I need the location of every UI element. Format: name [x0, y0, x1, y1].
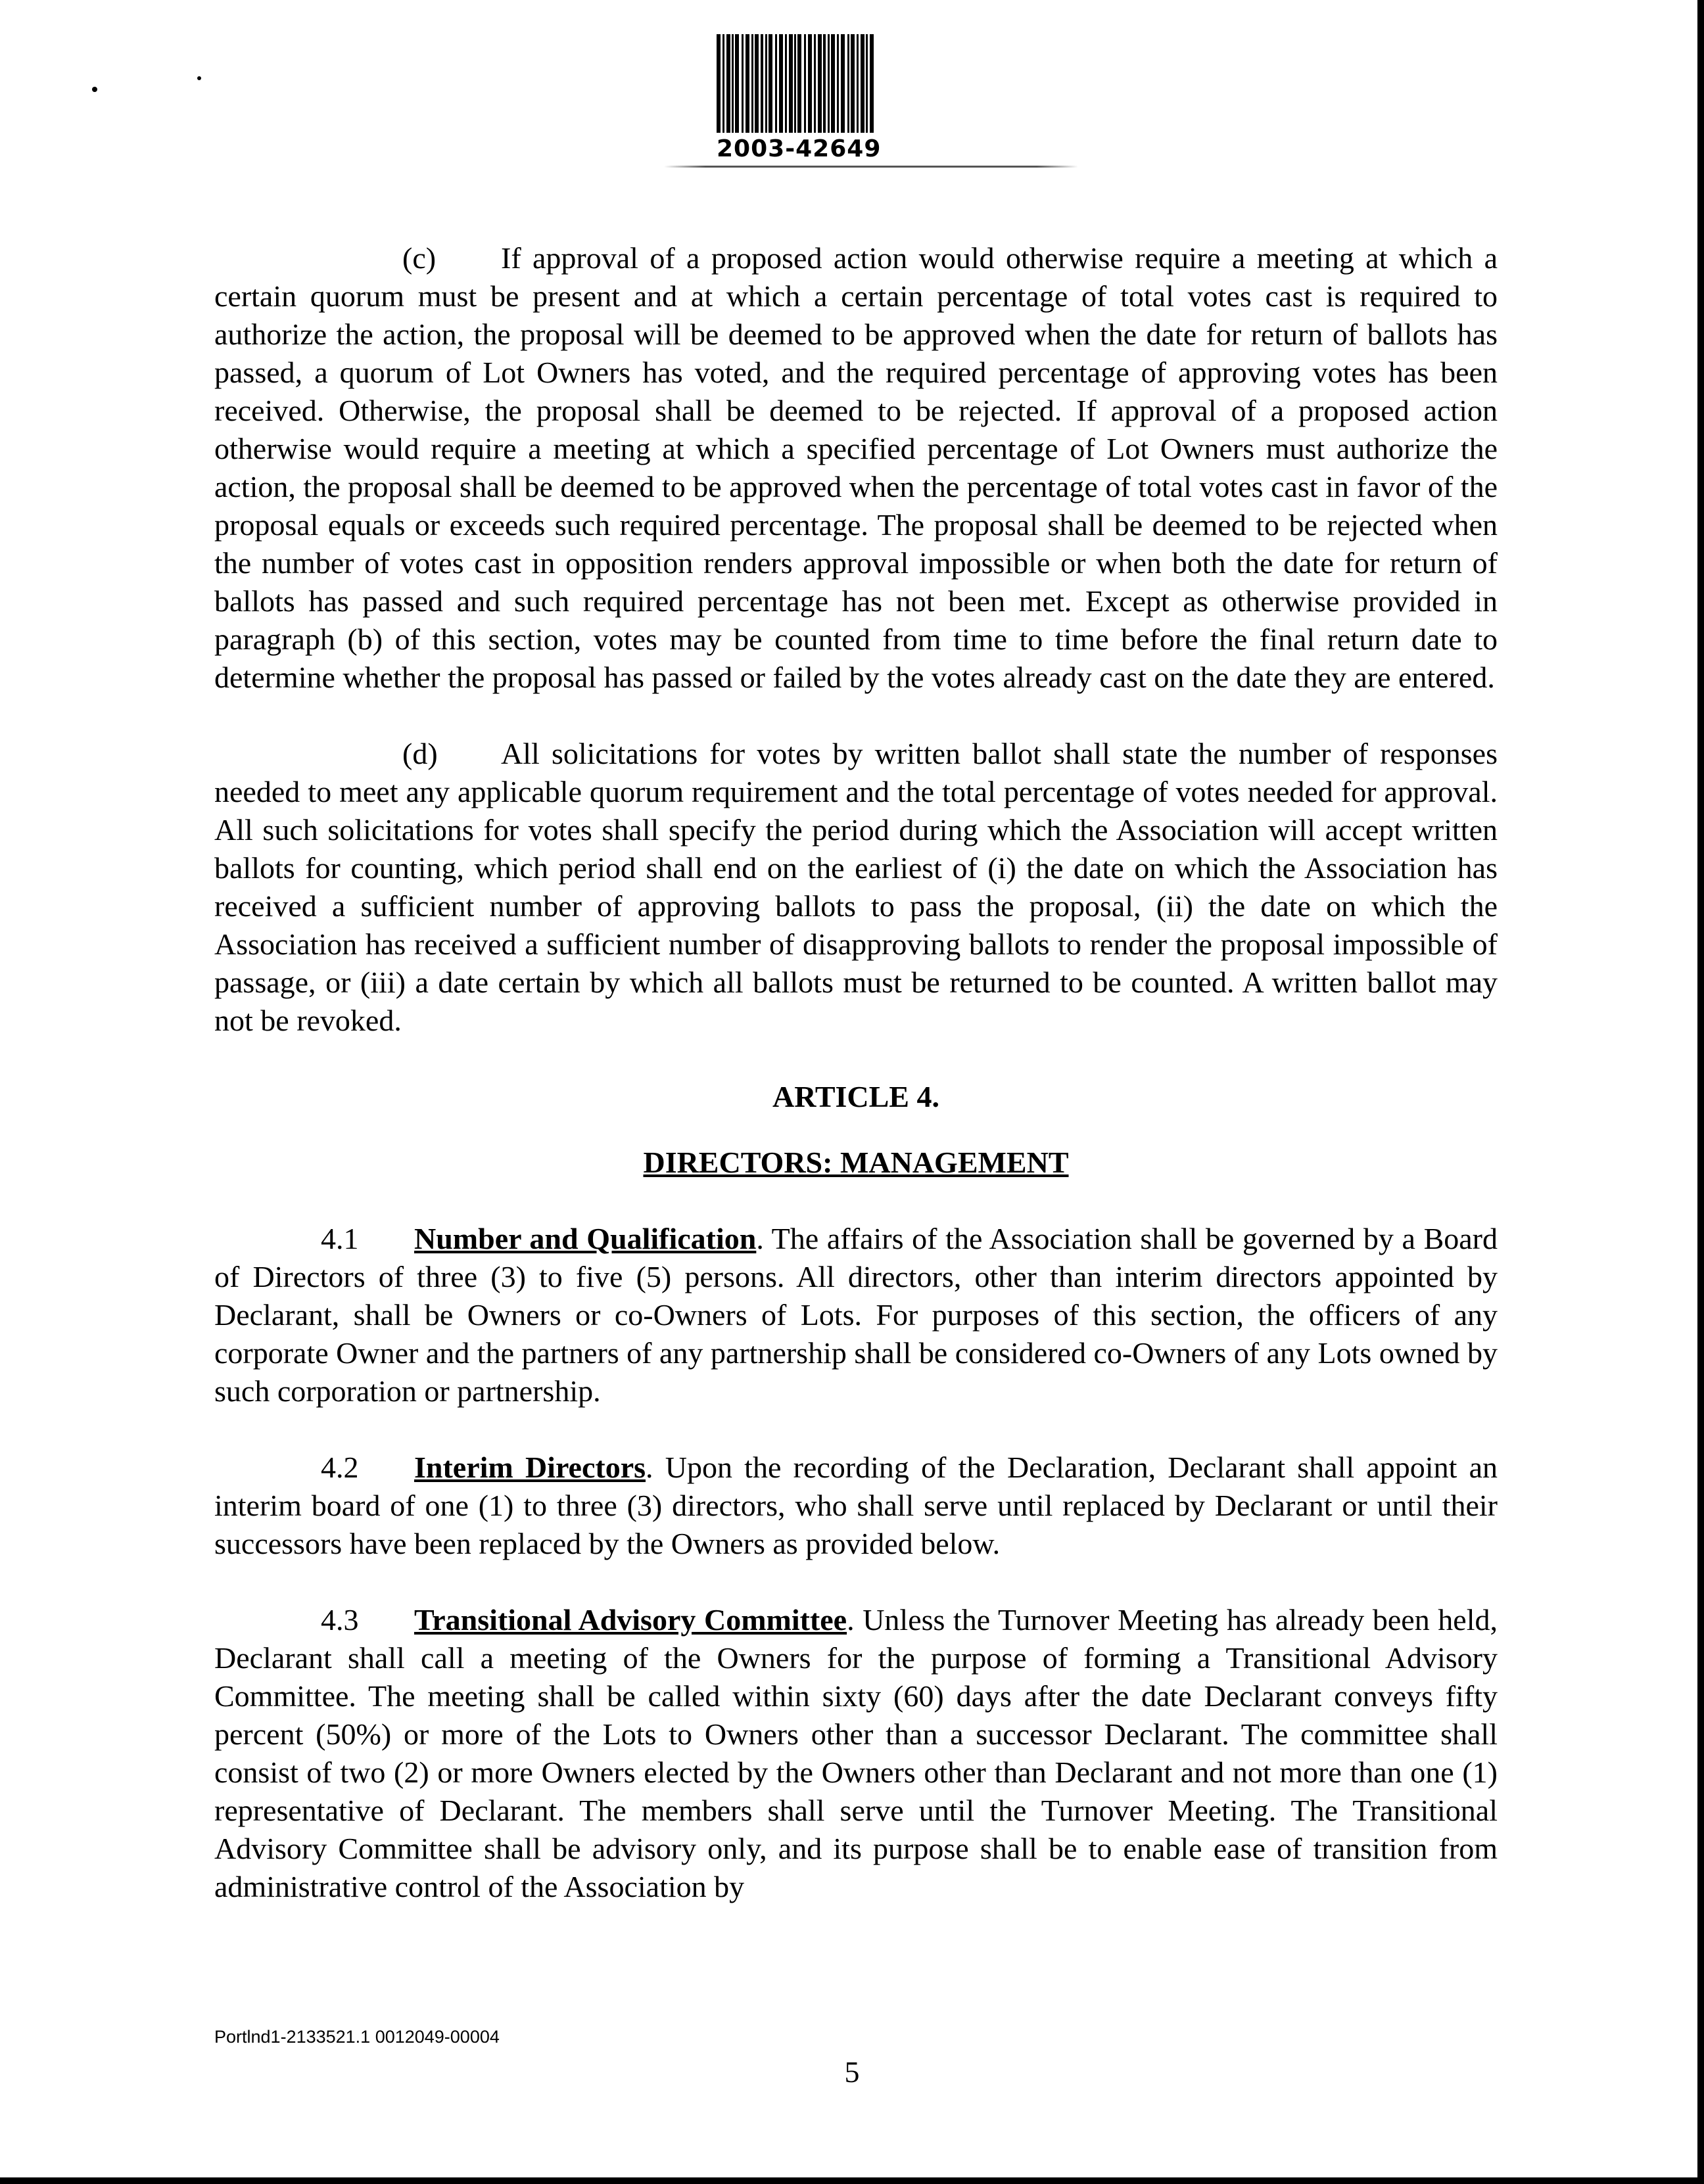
section-number: 4.2: [321, 1451, 359, 1484]
section-text: . Unless the Turnover Meeting has already been held, Declarant shall call a meeting of the Owners for the purpose of forming a Transitional Advisory Committee. The meeting shall be called within sixty (60) days after the date Declarant conveys fifty percent (50%) or more of the Lots to Owners other than a successor Declarant. The committee shall consist of two (2) or more Owners elected by the Owners other than Declarant and not more than one (1) representative of Declarant. The members shall serve until the Turnover Meeting. The Transitional Advisory Committee shall be advisory only, and its purpose shall be to enable ease of transition from administrative control of the Association by: [214, 1603, 1498, 1903]
section-caption: Number and Qualification: [414, 1222, 757, 1255]
section-4-3: [214, 1601, 1498, 1906]
paragraph-label: (c): [402, 241, 437, 275]
page-number: 5: [844, 2055, 860, 2089]
paragraph-text: If approval of a proposed action would otherwise require a meeting at which a certain quorum must be present and at which a certain percentage of total votes cast is required to authorize the action, the proposal will be deemed to be approved when the date for return of ballots has passed, a quorum of Lot Owners has voted, and the required percentage of approving votes has been received. Otherwise, the proposal shall be deemed to be rejected. If approval of a proposed action otherwise would require a meeting at which a specified percentage of Lot Owners must authorize the action, the proposal shall be deemed to be approved when the percentage of total votes cast in favor of the proposal equals or exceeds such required percentage. The proposal shall be deemed to be rejected when the number of votes cast in opposition renders approval impossible or when both the date for return of ballots has passed and such required percentage has not been met. Except as otherwise provided in paragraph (b) of this section, votes may be counted from time to time before the final return date to determine whether the proposal has passed or failed by the votes already cast on the date they are entered.: [214, 241, 1498, 694]
section-caption: Interim Directors: [414, 1451, 646, 1484]
header-rule: [664, 166, 1078, 168]
section-number: 4.1: [321, 1222, 359, 1255]
paragraph-text: All solicitations for votes by written ballot shall state the number of responses needed to meet any applicable quorum requirement and the total percentage of votes needed for approval. All such solicitations for votes shall specify the period during which the Association will accept written ballots for counting, which period shall end on the earliest of (i) the date on which the Association has received a sufficient number of approving ballots to pass the proposal, (ii) the date on which the Association has received a sufficient number of disapproving ballots to render the proposal impossible of passage, or (iii) a date certain by which all ballots must be returned to be counted. A written ballot may not be revoked.: [214, 737, 1498, 1037]
section-text: . The affairs of the Association shall be governed by a Board of Directors of three (3) to five (5) persons. All directors, other than interim directors appointed by Declarant, shall be Owners or co-Owners of Lots. For purposes of this section, the officers of any corporate Owner and the partners of any partnership shall be considered co-Owners of any Lots owned by such corporation or partnership.: [214, 1222, 1498, 1408]
barcode-bar: [874, 34, 876, 133]
scan-speck: [197, 76, 201, 80]
paragraph-label: (d): [402, 737, 438, 770]
barcode-number: 2003-42649: [717, 135, 882, 162]
section-4-1: [214, 1220, 1498, 1410]
scan-speck: [92, 87, 97, 92]
barcode-bars: [717, 34, 1019, 133]
document-body: [214, 239, 1498, 1944]
paragraph-d: [214, 735, 1498, 1040]
section-number: 4.3: [321, 1603, 359, 1637]
paragraph-c: [214, 239, 1498, 697]
article-subtitle-text: DIRECTORS: MANAGEMENT: [643, 1146, 1069, 1179]
section-text: . Upon the recording of the Declaration, Declarant shall appoint an interim board of one (1) to three (3) directors, who shall serve until replaced by Declarant or until their successors have been replaced by the Owners as provided below.: [214, 1451, 1498, 1560]
article-subtitle: [214, 1144, 1498, 1182]
section-caption: Transitional Advisory Committee: [414, 1603, 847, 1637]
barcode: [717, 34, 1019, 162]
section-4-2: [214, 1449, 1498, 1563]
article-title: ARTICLE 4.: [772, 1080, 939, 1113]
footer-doc-id: Portlnd1-2133521.1 0012049-00004: [214, 2027, 500, 2047]
